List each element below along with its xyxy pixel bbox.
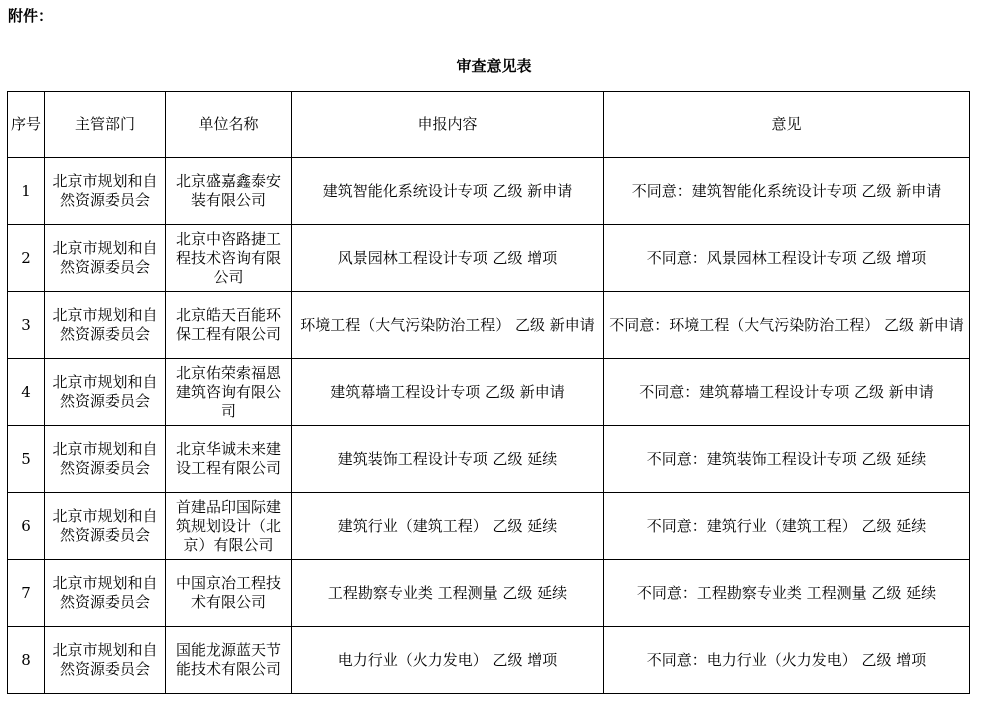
cell-content: 工程勘察专业类 工程测量 乙级 延续 [292,560,604,627]
cell-unit: 北京皓天百能环保工程有限公司 [166,292,292,359]
cell-unit: 北京盛嘉鑫泰安装有限公司 [166,158,292,225]
cell-opinion: 不同意：建筑幕墙工程设计专项 乙级 新申请 [604,359,970,426]
cell-content: 风景园林工程设计专项 乙级 增项 [292,225,604,292]
cell-seq: 2 [8,225,45,292]
review-opinion-table [7,91,970,694]
cell-unit: 北京中咨路捷工程技术咨询有限公司 [166,225,292,292]
document-title: 审查意见表 [456,57,532,75]
table-header-row [8,92,970,158]
table-row [8,359,970,426]
cell-content: 建筑智能化系统设计专项 乙级 新申请 [292,158,604,225]
header-opinion: 意见 [604,92,970,158]
header-seq: 序号 [8,92,45,158]
cell-seq: 1 [8,158,45,225]
cell-unit: 北京佑荣索福恩建筑咨询有限公司 [166,359,292,426]
cell-content: 电力行业（火力发电） 乙级 增项 [292,627,604,694]
table-row [8,426,970,493]
cell-dept: 北京市规划和自然资源委员会 [45,493,166,560]
table-row [8,560,970,627]
table-row [8,292,970,359]
header-content: 申报内容 [292,92,604,158]
cell-dept: 北京市规划和自然资源委员会 [45,158,166,225]
attachment-label: 附件： [8,7,54,25]
cell-content: 建筑幕墙工程设计专项 乙级 新申请 [292,359,604,426]
cell-opinion: 不同意：风景园林工程设计专项 乙级 增项 [604,225,970,292]
table-row [8,158,970,225]
cell-opinion: 不同意：建筑行业（建筑工程） 乙级 延续 [604,493,970,560]
cell-unit: 中国京冶工程技术有限公司 [166,560,292,627]
cell-opinion: 不同意：建筑智能化系统设计专项 乙级 新申请 [604,158,970,225]
cell-content: 建筑装饰工程设计专项 乙级 延续 [292,426,604,493]
cell-seq: 4 [8,359,45,426]
cell-opinion: 不同意：建筑装饰工程设计专项 乙级 延续 [604,426,970,493]
cell-unit: 国能龙源蓝天节能技术有限公司 [166,627,292,694]
cell-dept: 北京市规划和自然资源委员会 [45,225,166,292]
table-row [8,493,970,560]
cell-unit: 首建品印国际建筑规划设计（北京）有限公司 [166,493,292,560]
cell-seq: 7 [8,560,45,627]
cell-opinion: 不同意：工程勘察专业类 工程测量 乙级 延续 [604,560,970,627]
cell-unit: 北京华诚未来建设工程有限公司 [166,426,292,493]
cell-seq: 8 [8,627,45,694]
cell-seq: 3 [8,292,45,359]
cell-seq: 5 [8,426,45,493]
cell-seq: 6 [8,493,45,560]
table-row [8,627,970,694]
table-row [8,225,970,292]
cell-dept: 北京市规划和自然资源委员会 [45,292,166,359]
cell-dept: 北京市规划和自然资源委员会 [45,359,166,426]
cell-dept: 北京市规划和自然资源委员会 [45,627,166,694]
cell-opinion: 不同意：环境工程（大气污染防治工程） 乙级 新申请 [604,292,970,359]
cell-dept: 北京市规划和自然资源委员会 [45,426,166,493]
header-dept: 主管部门 [45,92,166,158]
cell-opinion: 不同意：电力行业（火力发电） 乙级 增项 [604,627,970,694]
cell-content: 环境工程（大气污染防治工程） 乙级 新申请 [292,292,604,359]
header-unit: 单位名称 [166,92,292,158]
cell-dept: 北京市规划和自然资源委员会 [45,560,166,627]
cell-content: 建筑行业（建筑工程） 乙级 延续 [292,493,604,560]
